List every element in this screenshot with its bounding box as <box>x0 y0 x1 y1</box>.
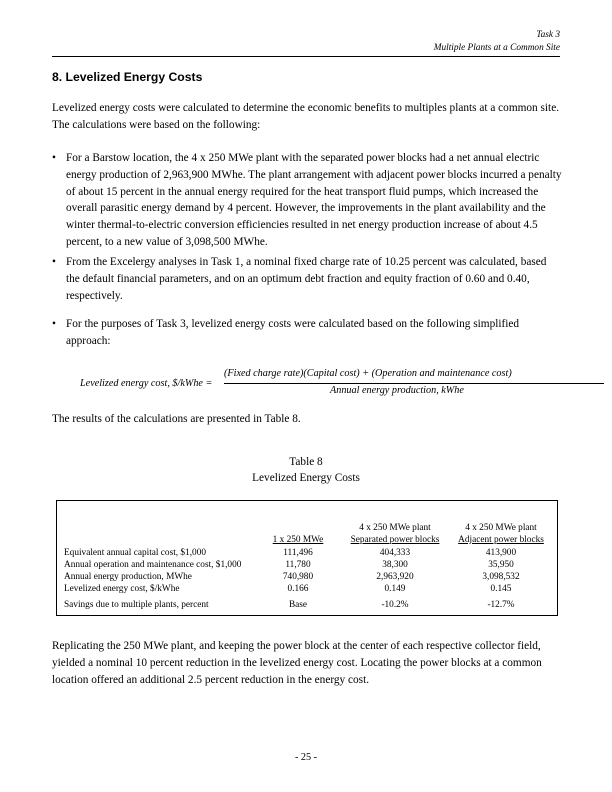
bullet-text: For a Barstow location, the 4 x 250 MWe plant with the separated power blocks had a net annual electric energy production of 2,963,900 MWhe. The plant arrangement with adjacent power blocks incurred a penalty of about 15 percent in the annual energy required for the heat transport fluid pumps, which increased the overall parasitic energy demand by 4 percent. However, the improvements in the plant availability and the winter thermal-to-electric conversion efficiencies resulted in net energy production increase of about 4.5 percent, to a new value of 3,098,500 MWhe. <box>66 152 562 248</box>
bullet-icon: • <box>52 152 56 164</box>
table-cell: 3,098,532 <box>482 572 520 582</box>
savings-cell: -12.7% <box>487 600 515 610</box>
results-paragraph: The results of the calculations are presented in Table 8. <box>52 413 301 425</box>
bullet-item <box>52 150 562 251</box>
column-header: Adjacent power blocks <box>458 535 544 545</box>
bullet-item <box>52 254 562 304</box>
column-header-line1: 4 x 250 MWe plant <box>465 523 537 533</box>
row-label: Annual operation and maintenance cost, $1,000 <box>64 560 242 570</box>
bullet-icon: • <box>52 256 56 268</box>
header-task: Task 3 <box>536 30 560 40</box>
equation-numerator: (Fixed charge rate)(Capital cost) + (Operation and maintenance cost) <box>224 368 512 379</box>
header-rule <box>52 56 560 57</box>
row-label: Levelized energy cost, $/kWhe <box>64 584 180 594</box>
savings-cell: -10.2% <box>381 600 409 610</box>
column-header: Separated power blocks <box>350 535 440 545</box>
row-label: Equivalent annual capital cost, $1,000 <box>64 548 206 558</box>
column-header: 1 x 250 MWe <box>272 535 324 545</box>
table-cell: 0.166 <box>287 584 309 594</box>
table-cell: 0.145 <box>490 584 512 594</box>
section-title: 8. Levelized Energy Costs <box>52 70 203 84</box>
table-cell: 2,963,920 <box>376 572 414 582</box>
table-cell: 740,980 <box>282 572 314 582</box>
header-subtitle: Multiple Plants at a Common Site <box>433 43 560 53</box>
equation-lhs: Levelized energy cost, $/kWhe = <box>80 378 213 389</box>
savings-cell: Base <box>288 600 308 610</box>
table-cell: 38,300 <box>382 560 408 570</box>
conclusion-paragraph: Replicating the 250 MWe plant, and keeping the power block at the center of each respective collector field, yielded a nominal 10 percent reduction in the levelized energy cost. Locating the power blocks at a common location offered an additional 2.5 percent reduction in the energy cost. <box>52 640 542 686</box>
page-number: - 25 - <box>294 752 318 763</box>
table-title: Levelized Energy Costs <box>252 472 360 484</box>
savings-label: Savings due to multiple plants, percent <box>64 600 209 610</box>
column-header-line1: 4 x 250 MWe plant <box>359 523 431 533</box>
table-cell: 111,496 <box>283 548 313 558</box>
row-label: Annual energy production, MWhe <box>64 572 192 582</box>
fraction-bar <box>224 383 604 384</box>
table-cell: 35,950 <box>488 560 514 570</box>
table-cell: 0.149 <box>384 584 406 594</box>
table-cell: 404,333 <box>379 548 411 558</box>
bullet-item <box>52 316 562 350</box>
table-cell: 413,900 <box>485 548 517 558</box>
bullet-text: For the purposes of Task 3, levelized energy costs were calculated based on the following simplified approach: <box>66 318 520 347</box>
page-header <box>434 29 560 55</box>
table-number: Table 8 <box>289 456 323 468</box>
levelized-cost-table <box>56 500 558 616</box>
table-cell: 11,780 <box>285 560 311 570</box>
equation-denominator: Annual energy production, kWhe <box>330 385 464 396</box>
intro-paragraph: Levelized energy costs were calculated to determine the economic benefits to multiples plants at a common site. The calculations were based on the following: <box>52 102 560 131</box>
bullet-icon: • <box>52 318 56 330</box>
bullet-text: From the Excelergy analyses in Task 1, a nominal fixed charge rate of 10.25 percent was calculated, based the default financial parameters, and on an optimum debt fraction and equity fraction of 0.60 and 0.40, respectively. <box>66 256 547 302</box>
